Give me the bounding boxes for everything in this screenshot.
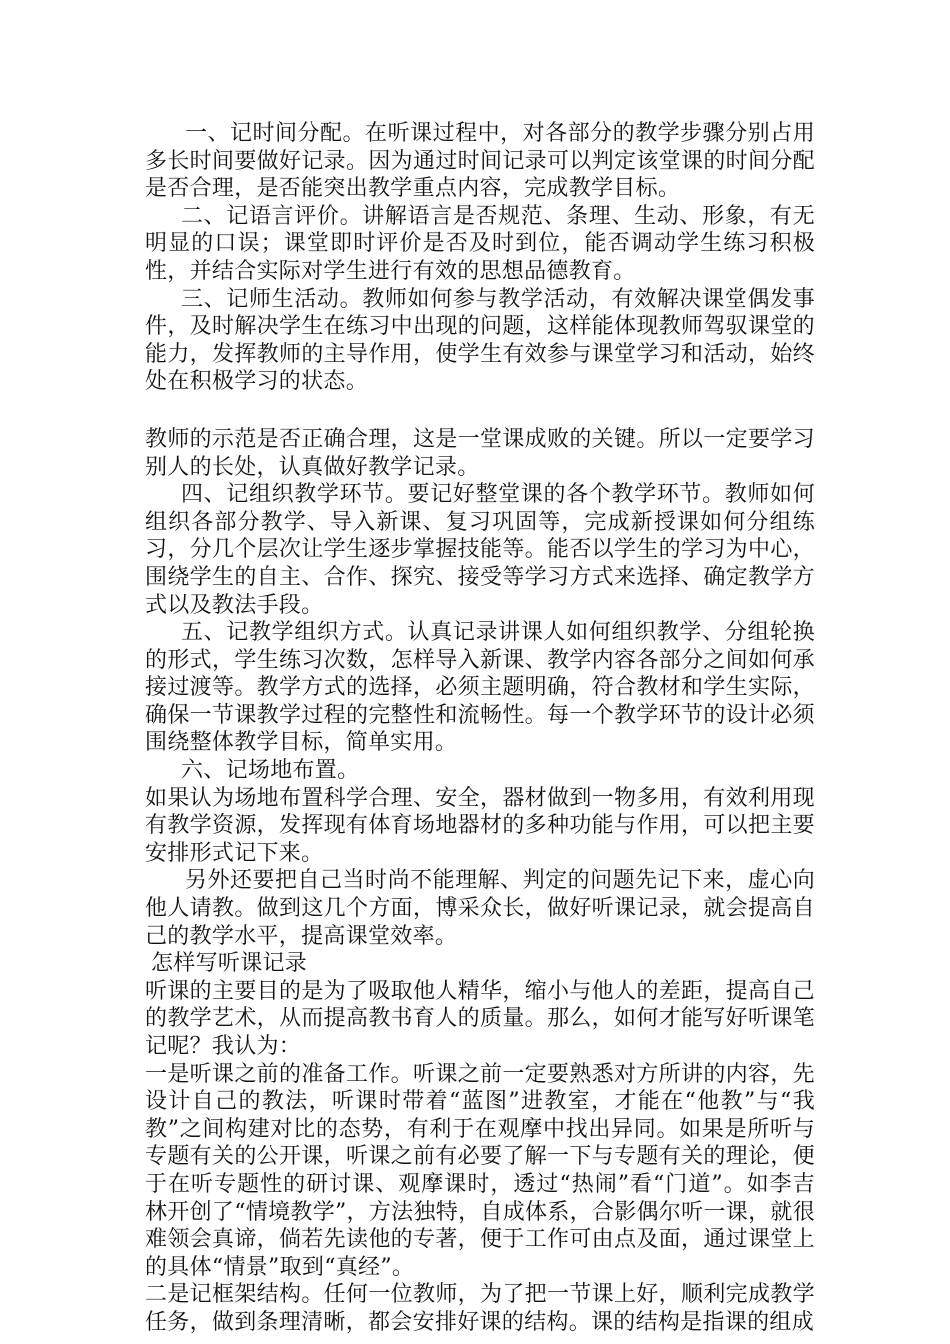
paragraph-additional-notes: 另外还要把自己当时尚不能理解、判定的问题先记下来，虚心向他人请教。做到这几个方面，博采众长，做好听课记录，就会提高自己的教学水平，提高课堂效率。 [145,868,815,949]
paragraph-purpose: 听课的主要目的是为了吸取他人精华，缩小与他人的差距，提高自己的教学艺术，从而提高教书育人的质量。那么，如何才能写好听课笔记呢？我认为： [145,978,815,1059]
paragraph-gap [145,396,815,426]
paragraph-structure: 二是记框架结构。任何一位教师，为了把一节课上好，顺利完成教学任务，做到条理清晰，都会安排好课的结构。课的结构是指课的组成 [145,1282,815,1335]
paragraph-teaching-steps: 四、记组织教学环节。要记好整堂课的各个教学环节。教师如何组织各部分教学、导入新课、复习巩固等，完成新授课如何分组练习，分几个层次让学生逐步掌握技能等。能否以学生的学习为中心，围绕学生的自主、合作、探究、接受等学习方式来选择、确定教学方式以及教法手段。 [145,482,815,618]
document-body [145,120,815,1337]
section-heading: 怎样写听课记录 [151,951,308,977]
paragraph-preparation: 一是听课之前的准备工作。听课之前一定要熟悉对方所讲的内容，先设计自己的教法，听课时带着“蓝图”进教室，才能在“他教”与“我教”之间构建对比的态势，有利于在观摩中找出异同。如果是所听与专题有关的公开课，听课之前有必要了解一下与专题有关的理论，便于在听专题性的研讨课、观摩课时，透过“热闹”看“门道”。如李吉林开创了“情境教学”，方法独特，自成体系，合影偶尔听一课，就很难领会真谛，倘若先读他的专著，便于工作可由点及面，通过课堂上的具体“情景”取到“真经”。 [145,1061,815,1280]
paragraph-teaching-organization: 五、记教学组织方式。认真记录讲课人如何组织教学、分组轮换的形式，学生练习次数，怎样导入新课、教学内容各部分之间如何承接过渡等。教学方式的选择，必须主题明确，符合教材和学生实际，确保一节课教学过程的完整性和流畅性。每一个教学环节的设计必须围绕整体教学目标，简单实用。 [145,620,815,756]
paragraph-venue-heading: 六、记场地布置。 [181,758,360,784]
paragraph-teacher-student-activity: 三、记师生活动。教师如何参与教学活动，有效解决课堂偶发事件，及时解决学生在练习中出现的问题，这样能体现教师驾驭课堂的能力，发挥教师的主导作用，使学生有效参与课堂学习和活动，始终处在积极学习的状态。 [145,286,815,395]
paragraph-demonstration: 教师的示范是否正确合理，这是一堂课成败的关键。所以一定要学习别人的长处，认真做好教学记录。 [145,426,815,480]
paragraph-language-evaluation: 二、记语言评价。讲解语言是否规范、条理、生动、形象，有无明显的口误；课堂即时评价是否及时到位，能否调动学生练习积极性，并结合实际对学生进行有效的思想品德教育。 [145,203,815,284]
paragraph-venue-layout: 如果认为场地布置科学合理、安全，器材做到一物多用，有效利用现有教学资源，发挥现有体育场地器材的多种功能与作用，可以把主要安排形式记下来。 [145,785,815,866]
paragraph-time-allocation: 一、记时间分配。在听课过程中，对各部分的教学步骤分别占用多长时间要做好记录。因为通过时间记录可以判定该堂课的时间分配是否合理，是否能突出教学重点内容，完成教学目标。 [145,121,815,202]
